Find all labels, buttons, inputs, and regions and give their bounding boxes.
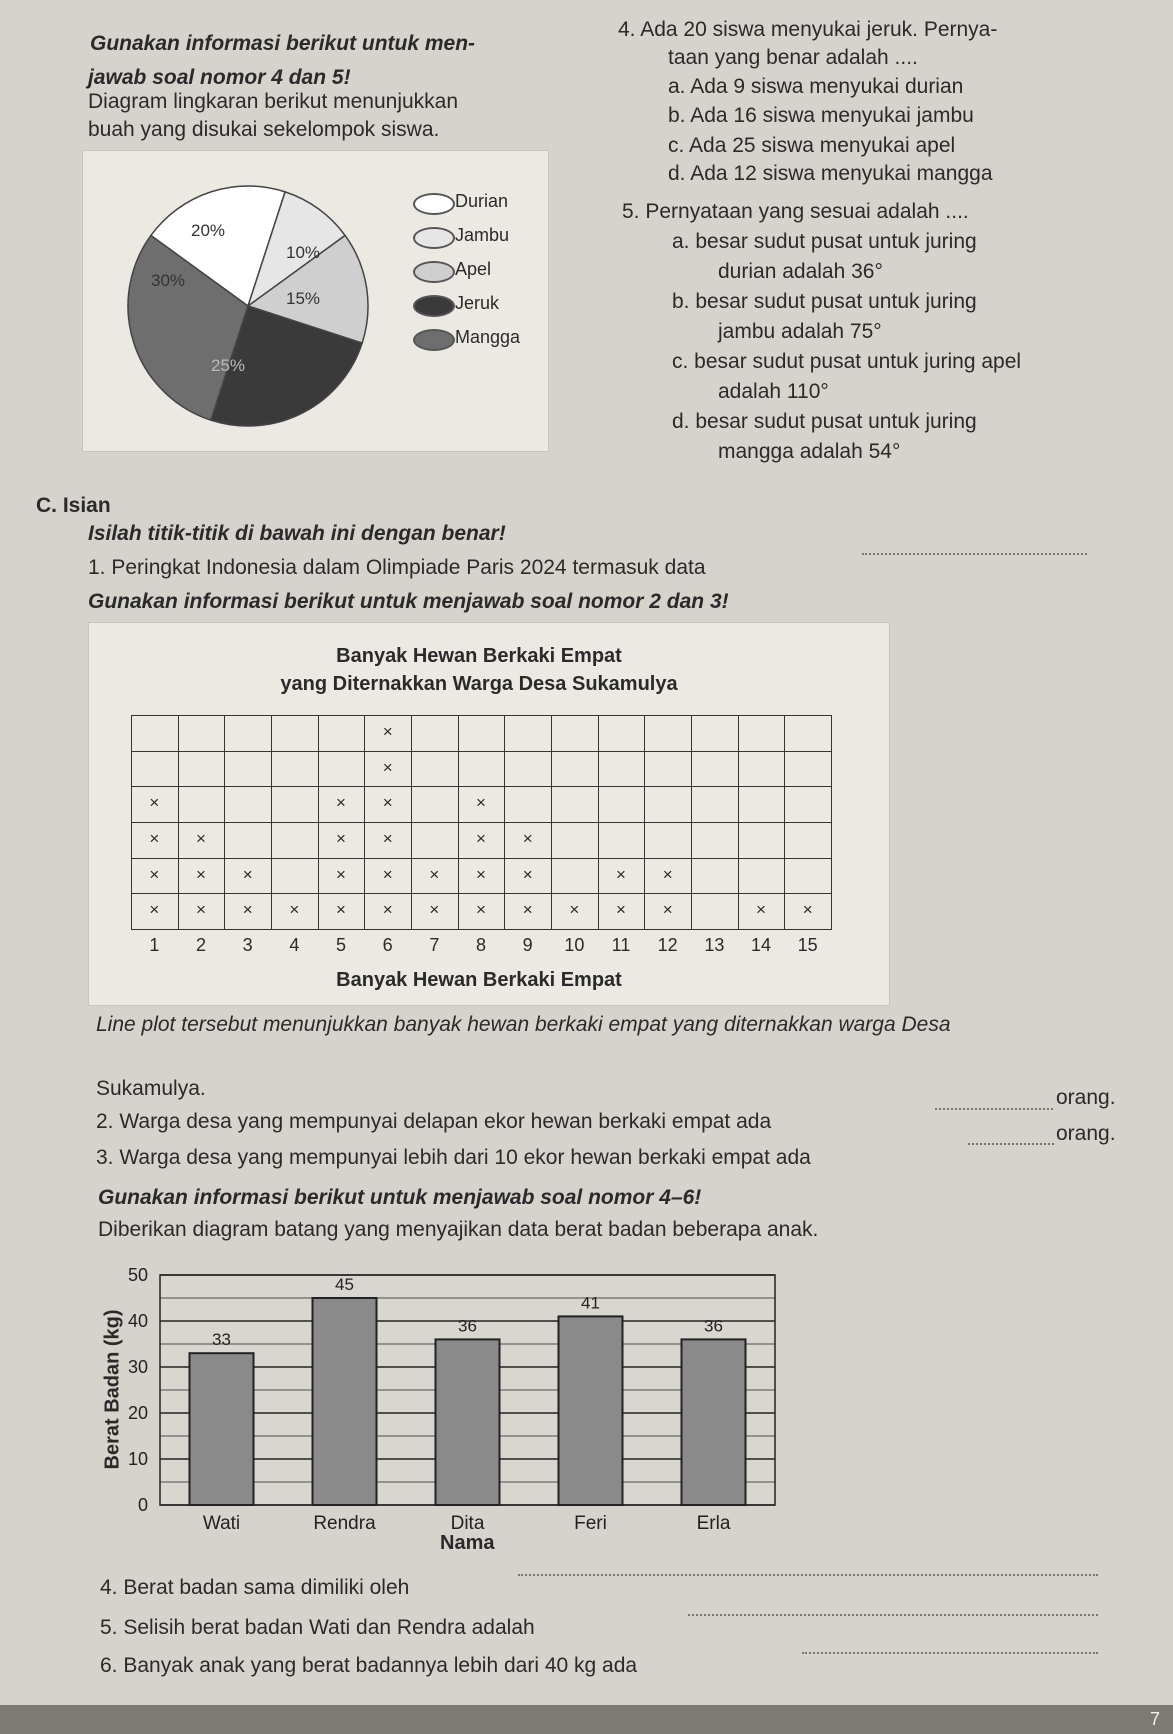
pie-label-apel: 15%: [285, 289, 321, 308]
lineplot-cell: [224, 822, 272, 859]
bar-wati: [190, 1353, 254, 1505]
lineplot-cell: [598, 822, 646, 859]
lineplot-cell: [178, 715, 226, 752]
lineplot-cell: [271, 858, 319, 895]
pie-chart-panel: [82, 150, 549, 452]
bar-ytick-label: 0: [137, 1495, 148, 1515]
lineplot-cell: [318, 715, 366, 752]
lineplot-cell: [691, 822, 739, 859]
lineplot-cell: [784, 751, 832, 788]
lineplot-grid: [131, 715, 831, 929]
q5-option-b-line1: b. besar sudut pusat untuk juring: [672, 290, 977, 313]
lineplot-x-mark: ×: [522, 828, 533, 848]
lineplot-x-mark: ×: [476, 864, 486, 884]
bar-category-label: Erla: [696, 1513, 731, 1530]
lineplot-cell: [644, 751, 692, 788]
lineplot-cell: [738, 715, 786, 752]
lineplot-cell: [691, 715, 739, 752]
q5-stem: 5. Pernyataan yang sesuai adalah ....: [622, 200, 969, 223]
lineplot-cell: [738, 858, 786, 895]
lineplot-x-mark: ×: [336, 900, 346, 920]
c-answer-blank-4[interactable]: [518, 1574, 1098, 1576]
lineplot-tick-label: 6: [382, 935, 393, 955]
lineplot-cell: [644, 715, 692, 752]
bar-feri: [559, 1316, 623, 1505]
pie-label-mangga: 30%: [150, 271, 186, 290]
lineplot-tick-label: 14: [750, 935, 772, 955]
q4-option-b: b. Ada 16 siswa menyukai jambu: [668, 104, 974, 127]
legend-label-jambu: Jambu: [455, 225, 510, 245]
bar-chart-panel: [95, 1260, 795, 1554]
c-question-1: 1. Peringkat Indonesia dalam Olimpiade Paris 2024 termasuk data: [88, 556, 706, 579]
lineplot-tick-label: 4: [289, 935, 300, 955]
lineplot-cell: [551, 858, 599, 895]
lineplot-cell: [131, 751, 179, 788]
c-answer-blank-1[interactable]: [862, 553, 1087, 555]
lineplot-x-mark: ×: [382, 828, 393, 848]
bar-rendra: [313, 1298, 377, 1505]
lineplot-cell: [598, 715, 646, 752]
lineplot-x-mark: ×: [662, 900, 673, 920]
lineplot-x-mark: ×: [476, 900, 486, 920]
lineplot-desc-line1: Line plot tersebut menunjukkan banyak hewan berkaki empat yang diternakkan warga Desa: [96, 1013, 951, 1036]
bar-ytick-label: 40: [127, 1311, 148, 1331]
lineplot-tick-label: 1: [149, 935, 160, 955]
c-question-4: 4. Berat badan sama dimiliki oleh: [100, 1576, 410, 1599]
lineplot-cell: [224, 786, 272, 823]
lineplot-x-mark: ×: [382, 757, 393, 777]
lineplot-cell: [411, 822, 459, 859]
lineplot-cell: [411, 786, 459, 823]
lineplot-x-mark: ×: [382, 721, 393, 741]
pie-label-durian: 20%: [190, 221, 226, 240]
lineplot-x-mark: ×: [476, 828, 486, 848]
lineplot-x-mark: ×: [802, 900, 813, 920]
legend-swatch-jeruk: [413, 295, 455, 317]
pie-label-jambu: 10%: [285, 243, 321, 262]
bar-value-label: 33: [212, 1330, 231, 1350]
lineplot-cell: [551, 715, 599, 752]
c-answer-blank-3[interactable]: [968, 1143, 1054, 1145]
info-q4-q6: Gunakan informasi berikut untuk menjawab soal nomor 4–6!: [98, 1186, 702, 1209]
lineplot-cell: [131, 715, 179, 752]
pie-chart: [113, 171, 413, 431]
lineplot-subtitle: yang Diternakkan Warga Desa Sukamulya: [280, 673, 678, 695]
lineplot-cell: [738, 822, 786, 859]
c-answer-blank-6[interactable]: [802, 1652, 1098, 1654]
lineplot-cell: [271, 786, 319, 823]
legend-swatch-jambu: [413, 227, 455, 249]
lineplot-cell: [411, 751, 459, 788]
lineplot-x-mark: ×: [429, 864, 440, 884]
lineplot-tick-label: 11: [611, 935, 631, 955]
q4-option-a: a. Ada 9 siswa menyukai durian: [668, 75, 964, 98]
lineplot-x-mark: ×: [242, 900, 253, 920]
lineplot-cell: [784, 822, 832, 859]
bar-xlabel: Nama: [440, 1532, 495, 1554]
lineplot-cell: [551, 751, 599, 788]
bar-erla: [682, 1339, 746, 1505]
lineplot-cell: [224, 715, 272, 752]
pie-intro-line2: jawab soal nomor 4 dan 5!: [88, 66, 351, 89]
pie-desc-line1: Diagram lingkaran berikut menunjukkan: [88, 90, 459, 113]
lineplot-x-mark: ×: [616, 864, 626, 884]
lineplot-tick-label: 7: [429, 935, 440, 955]
bar-category-label: Wati: [202, 1513, 241, 1530]
bar-ytick-label: 50: [127, 1265, 148, 1285]
q5-option-b-line2: jambu adalah 75°: [718, 320, 882, 343]
q2-unit: orang.: [1056, 1086, 1116, 1109]
q4-stem-line1: 4. Ada 20 siswa menyukai jeruk. Pernya-: [618, 18, 998, 41]
lineplot-tick-label: 13: [704, 935, 725, 955]
q5-option-c-line1: c. besar sudut pusat untuk juring apel: [672, 350, 1022, 373]
page-number: 7: [1150, 1709, 1161, 1729]
lineplot-tick-label: 8: [475, 935, 486, 955]
lineplot-cell: [784, 715, 832, 752]
lineplot-x-mark: ×: [149, 864, 160, 884]
section-c-instruction: Isilah titik-titik di bawah ini dengan benar!: [88, 522, 506, 545]
info-q2-q3: Gunakan informasi berikut untuk menjawab soal nomor 2 dan 3!: [88, 590, 729, 613]
lineplot-cell: [644, 822, 692, 859]
lineplot-x-mark: ×: [382, 793, 393, 813]
lineplot-cell: [598, 751, 646, 788]
lineplot-x-mark: ×: [756, 900, 766, 920]
page-footer-strip: [0, 1705, 1173, 1734]
lineplot-x-mark: ×: [149, 900, 160, 920]
c-question-6: 6. Banyak anak yang berat badannya lebih dari 40 kg ada: [100, 1654, 638, 1677]
q5-option-d-line2: mangga adalah 54°: [718, 440, 901, 463]
bar-value-label: 36: [704, 1316, 723, 1336]
lineplot-cell: [318, 751, 366, 788]
lineplot-x-mark: ×: [336, 828, 346, 848]
bar-desc: Diberikan diagram batang yang menyajikan data berat badan beberapa anak.: [98, 1218, 819, 1241]
q4-option-d: d. Ada 12 siswa menyukai mangga: [668, 162, 993, 185]
legend-swatch-mangga: [413, 329, 455, 351]
q4-stem-line2: taan yang benar adalah ....: [668, 46, 918, 69]
c-answer-blank-5[interactable]: [688, 1614, 1098, 1616]
lineplot-cell: [178, 786, 226, 823]
lineplot-x-mark: ×: [242, 864, 253, 884]
lineplot-cell: [784, 786, 832, 823]
bar-category-label: Rendra: [313, 1513, 376, 1530]
legend-swatch-durian: [413, 193, 455, 215]
lineplot-x-mark: ×: [336, 864, 346, 884]
lineplot-title: Banyak Hewan Berkaki Empat: [336, 645, 622, 667]
legend-label-durian: Durian: [455, 191, 509, 211]
c-answer-blank-2[interactable]: [935, 1108, 1053, 1110]
lineplot-x-mark: ×: [196, 900, 206, 920]
lineplot-cell: [178, 751, 226, 788]
lineplot-tick-label: 12: [657, 935, 678, 955]
lineplot-cell: [458, 751, 506, 788]
bar-ytick-label: 30: [127, 1357, 148, 1377]
bar-ytick-label: 10: [127, 1449, 148, 1469]
q4-option-c: c. Ada 25 siswa menyukai apel: [668, 134, 956, 157]
bar-dita: [436, 1339, 500, 1505]
bar-ylabel: Berat Badan (kg): [101, 1309, 124, 1470]
lineplot-x-mark: ×: [289, 900, 300, 920]
lineplot-x-mark: ×: [429, 900, 440, 920]
lineplot-cell: [691, 893, 739, 930]
c-question-5: 5. Selisih berat badan Wati dan Rendra adalah: [100, 1616, 535, 1639]
lineplot-x-mark: ×: [336, 793, 346, 813]
lineplot-x-mark: ×: [196, 828, 206, 848]
lineplot-x-mark: ×: [662, 864, 673, 884]
legend-label-apel: Apel: [455, 259, 492, 279]
lineplot-cell: [271, 715, 319, 752]
lineplot-tick-label: 10: [564, 935, 585, 955]
q3-unit: orang.: [1056, 1122, 1116, 1145]
bar-category-label: Feri: [574, 1513, 607, 1530]
bar-value-label: 36: [458, 1316, 477, 1336]
lineplot-cell: [224, 751, 272, 788]
bar-category-label: Dita: [450, 1513, 485, 1530]
lineplot-x-mark: ×: [196, 864, 206, 884]
legend-swatch-apel: [413, 261, 455, 283]
lineplot-cell: [784, 858, 832, 895]
bar-value-label: 41: [581, 1293, 600, 1313]
q5-option-d-line1: d. besar sudut pusat untuk juring: [672, 410, 977, 433]
legend-label-jeruk: Jeruk: [455, 293, 500, 313]
pie-intro-line1: Gunakan informasi berikut untuk men-: [90, 32, 476, 55]
lineplot-x-mark: ×: [382, 900, 393, 920]
lineplot-cell: [504, 715, 552, 752]
lineplot-x-mark: ×: [149, 793, 160, 813]
lineplot-cell: [504, 786, 552, 823]
lineplot-cell: [551, 822, 599, 859]
section-c-heading: C. Isian: [36, 494, 111, 517]
lineplot-cell: [691, 751, 739, 788]
lineplot-cell: [691, 858, 739, 895]
lineplot-tick-label: 15: [797, 935, 818, 955]
lineplot-cell: [738, 751, 786, 788]
lineplot-x-mark: ×: [522, 864, 533, 884]
lineplot-cell: [411, 715, 459, 752]
bar-ytick-label: 20: [127, 1403, 148, 1423]
lineplot-cell: [271, 822, 319, 859]
lineplot-x-mark: ×: [476, 793, 486, 813]
bar-chart: [95, 1260, 795, 1530]
lineplot-x-mark: ×: [382, 864, 393, 884]
lineplot-panel: [88, 622, 890, 1006]
lineplot-desc-line2: Sukamulya.: [96, 1077, 206, 1100]
lineplot-x-mark: ×: [522, 900, 533, 920]
lineplot-cell: [458, 715, 506, 752]
lineplot-tick-label: 5: [335, 935, 346, 955]
lineplot-cell: [644, 786, 692, 823]
pie-desc-line2: buah yang disukai sekelompok siswa.: [88, 118, 440, 141]
lineplot-cell: [504, 751, 552, 788]
q5-option-a-line2: durian adalah 36°: [718, 260, 883, 283]
lineplot-cell: [598, 786, 646, 823]
lineplot-cell: [691, 786, 739, 823]
lineplot-cell: [271, 751, 319, 788]
q5-option-c-line2: adalah 110°: [718, 380, 829, 403]
lineplot-cell: [738, 786, 786, 823]
lineplot-tick-label: 3: [242, 935, 253, 955]
pie-label-jeruk: 25%: [210, 356, 246, 375]
legend-label-mangga: Mangga: [455, 327, 521, 347]
q5-option-a-line1: a. besar sudut pusat untuk juring: [672, 230, 977, 253]
c-question-2: 2. Warga desa yang mempunyai delapan ekor hewan berkaki empat ada: [96, 1110, 772, 1133]
c-question-3: 3. Warga desa yang mempunyai lebih dari 10 ekor hewan berkaki empat ada: [96, 1146, 811, 1169]
lineplot-tick-label: 9: [522, 935, 533, 955]
bar-value-label: 45: [335, 1275, 354, 1294]
lineplot-x-mark: ×: [569, 900, 580, 920]
lineplot-axis: [131, 935, 831, 959]
lineplot-x-mark: ×: [149, 828, 160, 848]
lineplot-xlabel: Banyak Hewan Berkaki Empat: [336, 969, 622, 991]
lineplot-tick-label: 2: [195, 935, 206, 955]
lineplot-cell: [551, 786, 599, 823]
lineplot-x-mark: ×: [616, 900, 626, 920]
